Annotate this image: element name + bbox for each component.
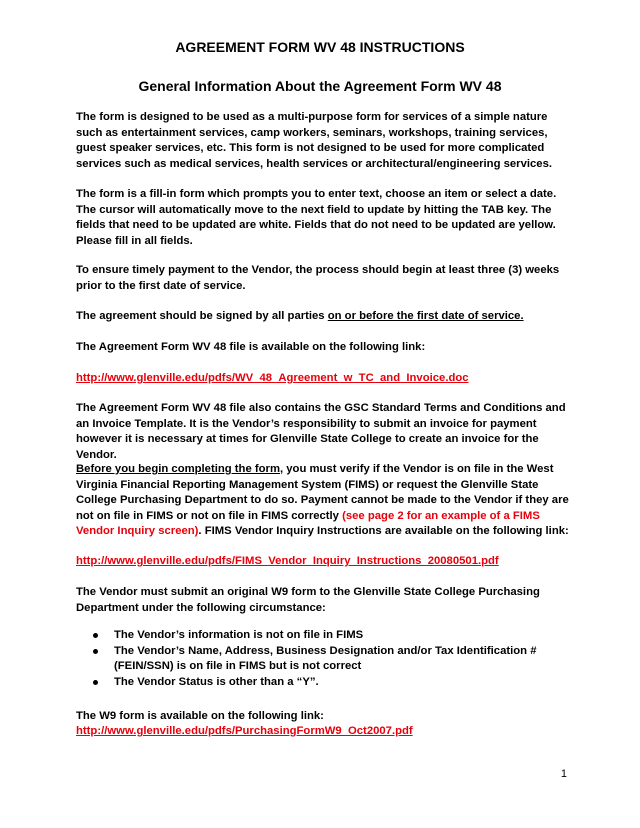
paragraph-timing: To ensure timely payment to the Vendor, the process should begin at least three (3) weeks prior to the first date of service. [76, 264, 560, 292]
paragraph-fims [76, 462, 576, 540]
w9-circumstance-list [76, 628, 576, 690]
list-item-text: The Vendor’s information is not on file in FIMS [114, 629, 364, 641]
signing-deadline: on or before the first date of service. [327, 310, 524, 322]
fims-instructions-link[interactable]: http://www.glenville.edu/pdfs/FIMS_Vendor_Inquiry_Instructions_20080501.pdf [76, 555, 499, 567]
bullet-icon [93, 649, 98, 654]
fims-text: , you must verify if the Vendor is on file in the West Virginia Financial Reporting Management System (FIMS) or request the Glenville State College Purchasing Department to do so. Payment cannot be made to the Vendor if they are not on file in FIMS or not on file in FIMS correctly [76, 463, 569, 522]
paragraph-terms: The Agreement Form WV 48 file also contains the GSC Standard Terms and Conditions and an Invoice Template. It is the Vendor’s responsibility to submit an invoice for payment however it is necessary at times for Glenville State College to create an invoice for the Vendor. [76, 402, 566, 461]
w9-form-link[interactable]: http://www.glenville.edu/pdfs/PurchasingFormW9_Oct2007.pdf [76, 725, 413, 737]
fims-instructions-link-line [76, 554, 576, 570]
fims-text-end: . FIMS Vendor Inquiry Instructions are available on the following link: [198, 525, 569, 537]
paragraph-signing [76, 309, 576, 325]
paragraph-purpose: The form is designed to be used as a multi-purpose form for services of a simple nature such as entertainment services, camp workers, seminars, workshops, training services, guest speaker services, etc. This form is not designed to be used for more complicated services such as medical services, health services or architectural/engineering services. [76, 111, 552, 170]
list-item-text: The Vendor Status is other than a “Y”. [114, 675, 319, 688]
before-you-begin: Before you begin completing the form [76, 463, 280, 475]
list-item [76, 675, 576, 691]
w9-link-line [76, 724, 576, 740]
page-number: 1 [560, 768, 567, 780]
paragraph-fill-in: The form is a fill-in form which prompts you to enter text, choose an item or select a date. The cursor will automatically move to the next field to update by hitting the TAB key. The fields that need to be updated are white. Fields that do not need to be updated are yellow. Please fill in all fields. [76, 188, 557, 247]
paragraph-file-link-intro: The Agreement Form WV 48 file is available on the following link: [76, 341, 426, 353]
paragraph-w9: The Vendor must submit an original W9 form to the Glenville State College Purchasing Department under the following circumstance: [76, 586, 540, 614]
signing-text: The agreement should be signed by all parties [76, 310, 328, 322]
agreement-form-link[interactable]: http://www.glenville.edu/pdfs/WV_48_Agreement_w_TC_and_Invoice.doc [76, 372, 469, 384]
list-item-text: The Vendor’s Name, Address, Business Designation and/or Tax Identification # (FEIN/SSN) is on file in FIMS but is not correct [114, 644, 537, 672]
list-item [76, 644, 576, 675]
bullet-icon [93, 680, 98, 685]
bullet-icon [93, 633, 98, 638]
fims-example-note: (see page 2 for an example of a FIMS Vendor Inquiry screen) [76, 509, 540, 537]
agreement-form-link-line [76, 371, 576, 387]
document-title: AGREEMENT FORM WV 48 INSTRUCTIONS [175, 39, 465, 55]
section-heading: General Information About the Agreement Form WV 48 [138, 78, 502, 94]
paragraph-w9-link-intro: The W9 form is available on the following link: [76, 710, 324, 722]
list-item [76, 628, 576, 644]
